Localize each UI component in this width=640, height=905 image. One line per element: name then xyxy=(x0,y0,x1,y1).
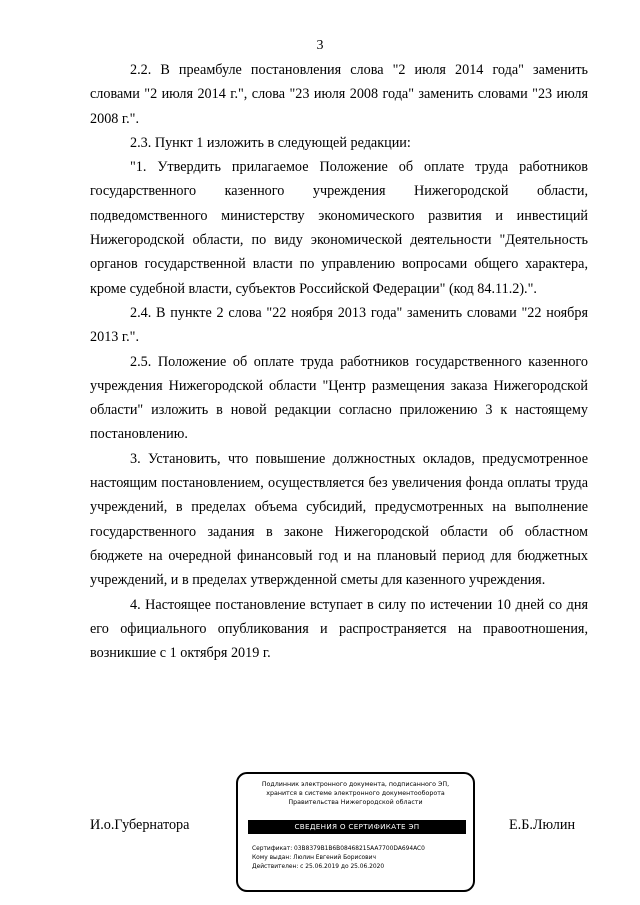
stamp-certificate-header: СВЕДЕНИЯ О СЕРТИФИКАТЕ ЭП xyxy=(248,820,466,834)
paragraph-3: 3. Установить, что повышение должностных окладов, предусмотренное настоящим постановлением, осуществляется без увеличения фонда оплаты труда учреждений, в пределах объема субсидий, предусмотренных на выполнение государственного задания в законе Нижегородской области об областном бюджете на очередной финансовый год и на плановый период для бюджетных учреждений, и в пределах утвержденной сметы для казенного учреждения. xyxy=(90,450,588,589)
page-number: 3 xyxy=(316,38,324,53)
signatory-name: Е.Б.Люлин xyxy=(509,817,576,833)
electronic-signature-stamp xyxy=(236,772,475,892)
stamp-certificate-number: Сертификат: 03B8379B1B6B08468215AA7700DA694AC0 xyxy=(252,846,425,852)
paragraph-2-4: 2.4. В пункте 2 слова "22 ноября 2013 года" заменить словами "22 ноября 2013 г.". xyxy=(90,304,588,346)
paragraph-2-3: 2.3. Пункт 1 изложить в следующей редакции: xyxy=(130,134,411,151)
paragraph-2-5: 2.5. Положение об оплате труда работников государственного казенного учреждения Нижегородской области "Центр размещения заказа Нижегородской области" изложить в новой редакции согласно приложению 3 к настоящему постановлению. xyxy=(90,353,588,443)
stamp-notice xyxy=(238,780,473,807)
stamp-validity: Действителен: с 25.06.2019 до 25.06.2020 xyxy=(252,864,385,870)
paragraph-2-2: 2.2. В преамбуле постановления слова "2 июля 2014 года" заменить словами "2 июля 2014 г.", слова "23 июля 2008 года" заменить словами "23 июля 2008 г.". xyxy=(90,62,588,127)
stamp-notice-line: Правительства Нижегородской области xyxy=(288,799,423,806)
stamp-notice-line: хранится в системе электронного документооборота xyxy=(266,790,445,797)
paragraph-4: 4. Настоящее постановление вступает в силу по истечении 10 дней со дня его официального опубликования и распространяется на правоотношения, возникшие с 1 октября 2019 г. xyxy=(90,596,588,662)
stamp-issued-to: Кому выдан: Люлин Евгений Борисович xyxy=(252,855,376,861)
stamp-notice-line: Подлинник электронного документа, подписанного ЭП, xyxy=(261,781,450,788)
signatory-position: И.о.Губернатора xyxy=(90,817,190,833)
stamp-certificate-details xyxy=(252,845,464,872)
paragraph-2-3-text: "1. Утвердить прилагаемое Положение об оплате труда работников государственного казенного учреждения Нижегородской области, подведомственного министерству экономического развития и инвестиций Нижегородской области, по виду экономической деятельности "Деятельность органов государственной власти по управлению вопросами общего характера, кроме судебной власти, субъектов Российской Федерации" (код 84.11.2).". xyxy=(90,159,588,297)
document-body xyxy=(90,58,588,665)
